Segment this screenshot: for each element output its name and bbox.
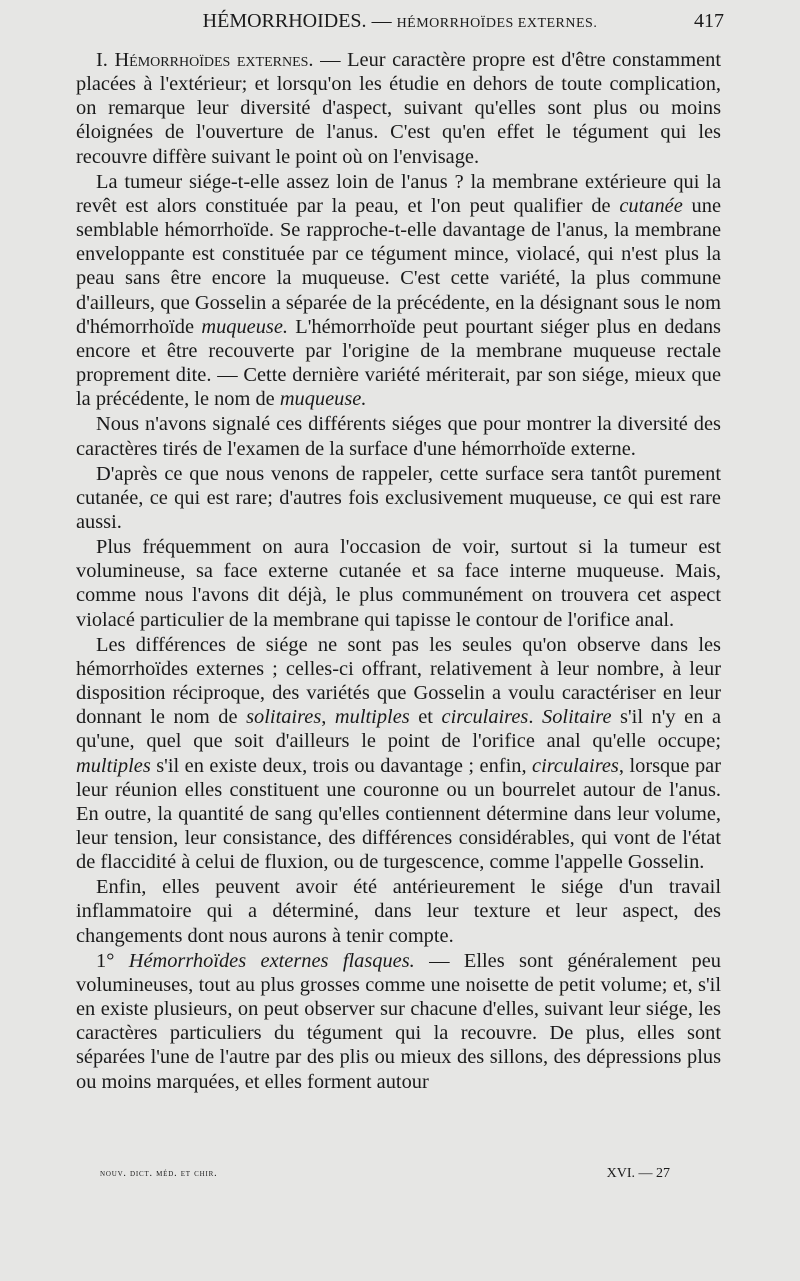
header-title-dash: — bbox=[366, 10, 397, 32]
p6-italic-3: circulaires bbox=[441, 706, 529, 729]
paragraph-5: Plus fréquemment on aura l'occasion de voir, surtout si la tumeur est volumineuse, sa face externe cutanée et sa face interne muqueuse. Mais, comme nous l'avons dit déjà, le plus communément on trouvera cet aspect violacé particulier de la membrane qui tapisse le contour de l'orifice anal. bbox=[76, 536, 721, 631]
p2-italic-1: cutanée bbox=[619, 194, 683, 217]
p6-text-3: et bbox=[409, 706, 442, 729]
p2-text-2: une semblable hémorrhoïde. Se rapproche-t-elle davantage de l'anus, la membrane enveloppante est constituée par ce tégument mince, violacé, qui n'est plus la peau sans être encore la muqueuse. C'est cette variété, la plus commune d'ailleurs, que Gosselin a séparée de la précédente, en la désignant sous le nom d'hémorrhoïde bbox=[76, 194, 721, 338]
section-heading: I. Hémorrhoïdes externes. bbox=[96, 49, 314, 71]
paragraph-6 bbox=[76, 633, 721, 875]
page-number: 417 bbox=[694, 10, 724, 32]
p6-text-5: s'il n'y en a qu'une, quel que soit d'ailleurs le point de l'orifice anal qu'elle occupe; bbox=[76, 706, 721, 753]
header-title-main: HÉMORRHOIDES. bbox=[202, 10, 367, 32]
paragraph-1-text: — Leur caractère propre est d'être constamment placées à l'extérieur; et lorsqu'on les étudie en dehors de toute complication, on remarque leur diversité d'aspect, suivant qu'elles sont plus ou moins éloignées de l'ouverture de l'anus. C'est qu'en effet le tégument qui les recouvre diffère suivant le point où on l'envisage. bbox=[76, 49, 721, 168]
p2-italic-2: muqueuse. bbox=[201, 315, 288, 338]
p6-italic-4: Solitaire bbox=[542, 706, 612, 729]
body-text bbox=[76, 48, 721, 1094]
header-title-sub: HÉMORRHOÏDES EXTERNES. bbox=[396, 16, 598, 31]
p6-text-4: . bbox=[528, 706, 543, 729]
p6-italic-2: multiples bbox=[334, 706, 410, 729]
paragraph-3: Nous n'avons signalé ces différents siéges que pour montrer la diversité des caractères tirés de l'examen de la surface d'une hémorrhoïde externe. bbox=[76, 413, 721, 460]
p6-text-2: , bbox=[321, 706, 335, 729]
running-title bbox=[76, 10, 724, 33]
p8-number: 1° bbox=[96, 949, 115, 972]
p6-italic-1: solitaires bbox=[246, 706, 322, 729]
p2-text-1: La tumeur siége-t-elle assez loin de l'anus ? la membrane extérieure qui la revêt est alors constituée par la peau, et l'on peut qualifier de bbox=[76, 170, 721, 217]
p6-italic-6: circulaires bbox=[532, 754, 619, 777]
p6-text-6: s'il en existe deux, trois ou davantage ; enfin, bbox=[150, 754, 533, 777]
paragraph-1 bbox=[76, 48, 721, 169]
paragraph-8 bbox=[76, 949, 721, 1094]
p8-italic-heading: Hémorrhoïdes externes flasques. bbox=[128, 949, 415, 972]
paragraph-7: Enfin, elles peuvent avoir été antérieurement le siége d'un travail inflammatoire qui a déterminé, dans leur texture et leur aspect, des changements dont nous aurons à tenir compte. bbox=[76, 876, 721, 947]
paragraph-4: D'après ce que nous venons de rappeler, cette surface sera tantôt purement cutanée, ce qui est rare; d'autres fois exclusivement muqueuse, ce qui est rare aussi. bbox=[76, 462, 721, 533]
p6-text-7: , lorsque par leur réunion elles constituent une couronne ou un bourrelet autour de l'anus. En outre, la quantité de sang qu'elles contiennent détermine dans leur volume, leur tension, leur consistance, des différences considérables, qui vont de l'état de flaccidité à celui de fluxion, ou de turgescence, comme l'appelle Gosselin. bbox=[76, 754, 722, 874]
footer-signature: nouv. dict. méd. et chir. bbox=[100, 1168, 218, 1179]
p6-italic-5: multiples bbox=[76, 754, 151, 777]
p2-text-3: L'hémorrhoïde peut pourtant siéger plus en dedans encore et être recouverte par l'origine de la membrane muqueuse rectale proprement dite. — Cette dernière variété mériterait, par son siége, mieux que la précédente, le nom de bbox=[76, 315, 721, 411]
p8-text: — Elles sont généralement peu volumineuses, tout au plus grosses comme une noisette de petit volume; et, s'il en existe plusieurs, on peut observer sur chacune d'elles, suivant leur siége, les caractères particuliers du tégument qui la recouvre. De plus, elles sont séparées l'une de l'autre par des plis ou mieux des sillons, des dépressions plus ou moins marquées, et elles forment autour bbox=[76, 949, 721, 1093]
p6-text-1: Les différences de siége ne sont pas les seules qu'on observe dans les hémorrhoïdes externes ; celles-ci offrant, relativement à leur nombre, à leur disposition réciproque, des variétés que Gosselin a voulu caractériser en leur donnant le nom de bbox=[76, 633, 721, 729]
paragraph-2 bbox=[76, 170, 721, 412]
footer-volume-sheet: XVI. — 27 bbox=[606, 1166, 670, 1181]
p2-italic-3: muqueuse. bbox=[279, 388, 367, 411]
